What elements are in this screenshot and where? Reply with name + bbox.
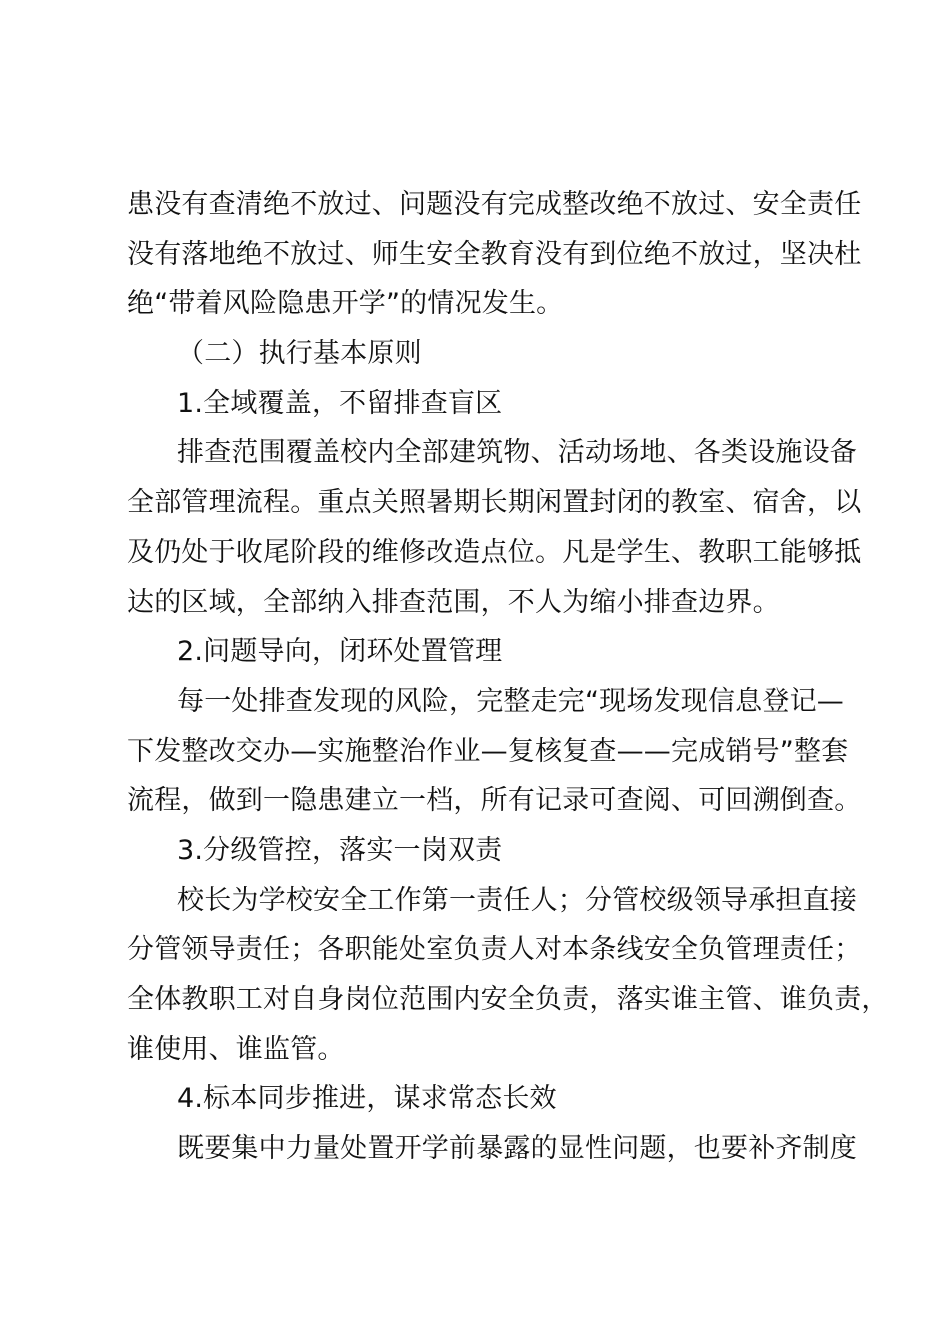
text-line: 全部管理流程。重点关照暑期长期闲置封闭的教室、宿舍，以: [127, 487, 862, 519]
subheading-2: 2.问题导向，闭环处置管理: [177, 636, 503, 668]
subheading-3: 3.分级管控，落实一岗双责: [177, 834, 503, 866]
text-line: 及仍处于收尾阶段的维修改造点位。凡是学生、教职工能够抵: [127, 536, 862, 568]
text-line: 下发整改交办—实施整治作业—复核复查——完成销号”整套: [127, 735, 849, 767]
subheading-1: 1.全域覆盖，不留排查盲区: [177, 387, 503, 419]
text-line: 没有落地绝不放过、师生安全教育没有到位绝不放过，坚决杜: [127, 238, 862, 270]
paragraph-first-line: 每一处排查发现的风险，完整走完“现场发现信息登记—: [177, 685, 844, 717]
paragraph-first-line: 既要集中力量处置开学前暴露的显性问题，也要补齐制度: [177, 1133, 857, 1165]
section-heading: （二）执行基本原则: [177, 338, 422, 370]
paragraph-first-line: 校长为学校安全工作第一责任人；分管校级领导承担直接: [177, 884, 857, 916]
text-line: 分管领导责任；各职能处室负责人对本条线安全负管理责任；: [127, 934, 862, 966]
paragraph-first-line: 排查范围覆盖校内全部建筑物、活动场地、各类设施设备: [177, 437, 857, 469]
text-line: 患没有查清绝不放过、问题没有完成整改绝不放过、安全责任: [127, 189, 862, 220]
text-line: 绝“带着风险隐患开学”的情况发生。: [127, 288, 564, 320]
text-line: 谁使用、谁监管。: [127, 1033, 345, 1065]
subheading-4: 4.标本同步推进，谋求常态长效: [177, 1083, 557, 1115]
text-line: 达的区域，全部纳入排查范围，不人为缩小排查边界。: [127, 586, 780, 618]
text-line: 流程，做到一隐患建立一档，所有记录可查阅、可回溯倒查。: [127, 785, 862, 817]
text-line: 全体教职工对自身岗位范围内安全负责，落实谁主管、谁负责，: [127, 984, 889, 1015]
document-body: [127, 180, 889, 1174]
